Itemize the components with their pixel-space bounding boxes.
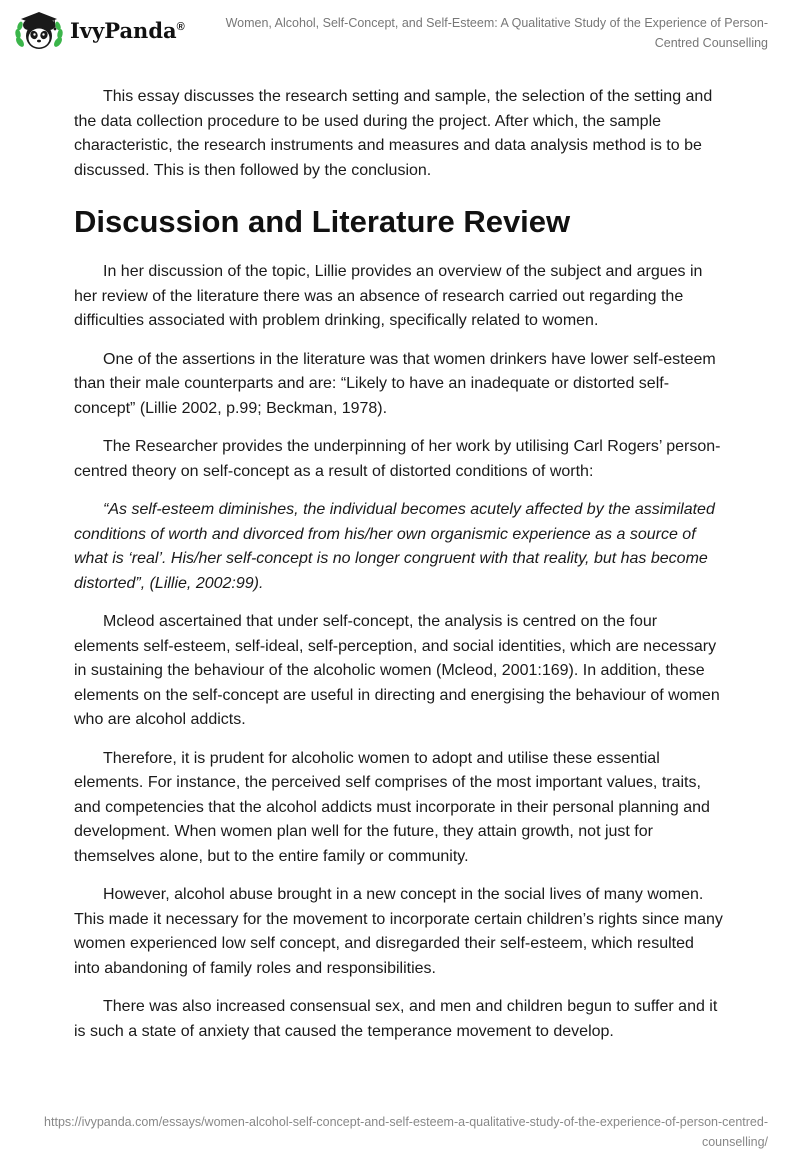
body-paragraph: Therefore, it is prudent for alcoholic women to adopt and utilise these essential elements. For instance, the perceived self comprises of the most important values, traits, and competencies that the alcohol addicts must incorporate in their personal planning and development. When women plan well for the future, they attain growth, not just for themselves alone, but to the entire family or community. bbox=[74, 749, 710, 865]
body-paragraph: There was also increased consensual sex, and men and children begun to suffer and it is such a state of anxiety that caused the temperance movement to develop. bbox=[74, 998, 718, 1040]
panda-graduate-icon bbox=[14, 8, 64, 52]
body-paragraph: The Researcher provides the underpinning of her work by utilising Carl Rogers’ person-centred theory on self-concept as a result of distorted conditions of worth: bbox=[74, 438, 721, 480]
essay-body bbox=[74, 85, 724, 1058]
body-paragraph: In her discussion of the topic, Lillie provides an overview of the subject and argues in her review of the literature there was an absence of research carried out regarding the difficulties associated with problem drinking, specifically related to women. bbox=[74, 263, 703, 329]
document-title: Women, Alcohol, Self-Concept, and Self-Esteem: A Qualitative Study of the Experience of Person-Centred Counselling bbox=[225, 16, 768, 50]
body-paragraph: Mcleod ascertained that under self-concept, the analysis is centred on the four elements self-esteem, self-ideal, self-perception, and social identities, which are necessary in sustaining the behaviour of the alcoholic women (Mcleod, 2001:169). In addition, these elements on the self-concept are useful in directing and energising the behaviour of women who are alcohol addicts. bbox=[74, 613, 720, 728]
logo-wordmark: IvyPanda® bbox=[70, 17, 185, 43]
block-quote: “As self-esteem diminishes, the individual becomes acutely affected by the assimilated conditions of worth and divorced from his/her own organismic experience as a source of what is ‘real’. His/her self-concept is no longer congruent with that reality, but has become distorted”, (Lillie, 2002:99). bbox=[74, 501, 715, 592]
page-header bbox=[0, 0, 800, 60]
registered-mark: ® bbox=[176, 20, 185, 33]
ivypanda-logo[interactable] bbox=[14, 8, 185, 52]
body-paragraph: One of the assertions in the literature was that women drinkers have lower self-esteem than their male counterparts and are: “Likely to have an inadequate or distorted self-concept” (Lillie 2002, p.99; Beckman, 1978). bbox=[74, 350, 716, 417]
intro-paragraph: This essay discusses the research setting and sample, the selection of the setting and the data collection procedure to be used during the project. After which, the sample characteristic, the research instruments and measures and data analysis method is to be discussed. This is then followed by the conclusion. bbox=[74, 88, 713, 179]
source-url[interactable]: https://ivypanda.com/essays/women-alcohol-self-concept-and-self-esteem-a-qualitative-study-of-the-experience-of-person-centred-counselling/ bbox=[44, 1115, 768, 1149]
section-heading: Discussion and Literature Review bbox=[74, 204, 571, 239]
body-paragraph: However, alcohol abuse brought in a new concept in the social lives of many women. This made it necessary for the movement to incorporate certain children’s rights since many women experienced low self concept, and disregarded their self-esteem, which resulted into abandoning of family roles and responsibilities. bbox=[74, 886, 723, 977]
